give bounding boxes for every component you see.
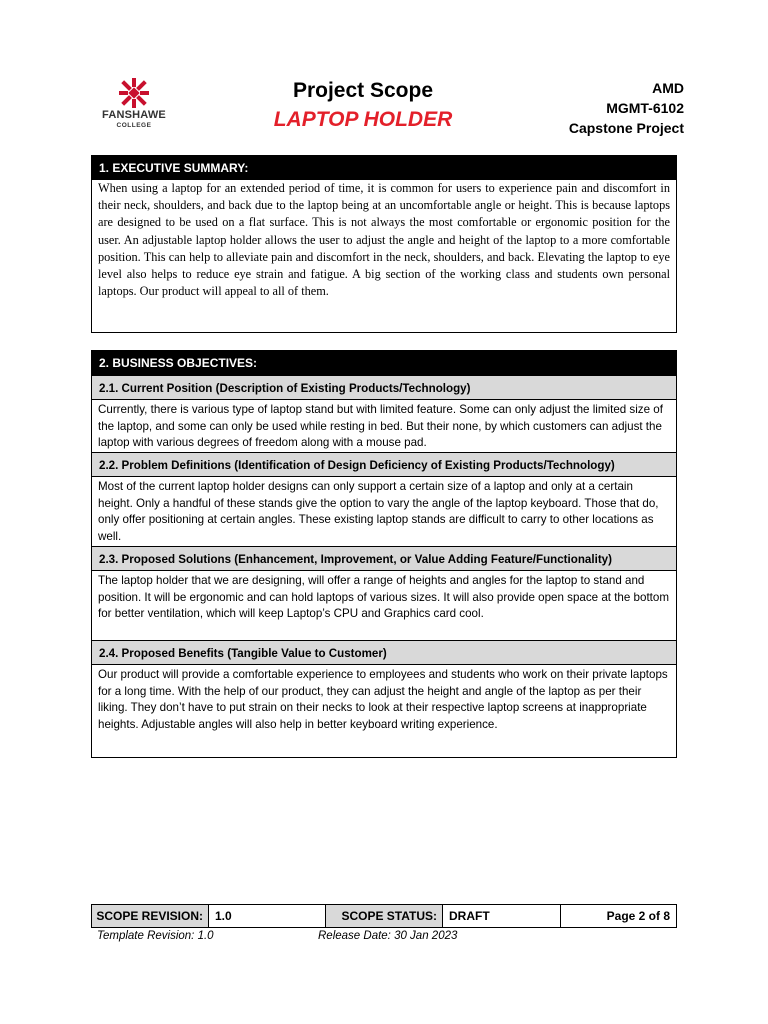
problem-definitions-text: Most of the current laptop holder designs can only support a certain size of a laptop and only at a certain height. Only a handful of these stands give the option to vary the angle of the laptop keyboard. Those that do, only offer positioning at certain angles. These existing laptop stands are difficult to carry to other locations as well. [98,480,659,543]
logo-subname: COLLEGE [116,122,152,129]
current-position-text: Currently, there is various type of laptop stand but with limited feature. Some can only adjust the limited size of the laptop, and some can only be used while resting in bed. But their none, by which customers can adjust the laptop with various degrees of freedom along with a mouse pad. [98,403,663,449]
template-revision: Template Revision: 1.0 [97,930,214,942]
problem-definitions-heading: 2.2. Problem Definitions (Identification of Design Deficiency of Existing Products/Technology) [92,452,676,477]
course-code-amd: AMD [652,80,684,96]
page-title: Project Scope [292,79,434,102]
logo-name: FANSHAWE [102,109,166,121]
page-number: Page 2 of 8 [606,909,670,923]
scope-revision-value: 1.0 [209,905,326,927]
scope-status-value: DRAFT [443,905,561,927]
proposed-solutions-text: The laptop holder that we are designing, will offer a range of heights and angles for the laptop to stand and position. It will be ergonomic and can hold laptops of various sizes. It will also provide open space at the bottom for better ventilation, which will keep Laptop’s CPU and Graphics card cool. [98,574,669,620]
course-code: MGMT-6102 [606,100,684,116]
proposed-benefits-heading: 2.4. Proposed Benefits (Tangible Value to Customer) [92,640,676,665]
course-name: Capstone Project [568,120,684,136]
executive-summary-section [91,155,677,333]
scope-revision-label: SCOPE REVISION: [92,905,209,927]
scope-status-label: SCOPE STATUS: [326,905,443,927]
release-date: Release Date: 30 Jan 2023 [318,930,458,942]
executive-summary-heading: 1. EXECUTIVE SUMMARY: [92,156,676,180]
business-objectives-heading: 2. BUSINESS OBJECTIVES: [92,351,676,375]
revision-table [91,904,677,928]
project-name: LAPTOP HOLDER [273,108,453,131]
current-position-heading: 2.1. Current Position (Description of Existing Products/Technology) [92,375,676,400]
executive-summary-text: When using a laptop for an extended period of time, it is common for users to experience pain and discomfort in their neck, shoulders, and back due to the laptop being at an uncomfortable angle or height. This is because laptops are designed to be used on a flat surface. This is not always the most comfortable or ergonomic position for the user. An adjustable laptop holder allows the user to adjust the angle and height of the laptop to a more comfortable position. This can help to alleviate pain and discomfort in the neck, shoulders, and back. Elevating the laptop to eye level also helps to reduce eye strain and fatigue. A big section of the working class and students own personal laptops. Our product will appeal to all of them. [98,181,670,299]
fanshawe-logo [96,77,172,139]
business-objectives-section [91,350,677,758]
logo-mark-icon [96,77,172,111]
proposed-solutions-heading: 2.3. Proposed Solutions (Enhancement, Improvement, or Value Adding Feature/Functionality) [92,546,676,571]
proposed-benefits-text: Our product will provide a comfortable experience to employees and students who work on their private laptops for a long time. With the help of our product, they can adjust the height and angle of the laptop as per their liking. They don’t have to put strain on their necks to look at their respective laptop screens at inappropriate heights. Adjustable angles will also help in better keyboard writing experience. [98,668,668,731]
